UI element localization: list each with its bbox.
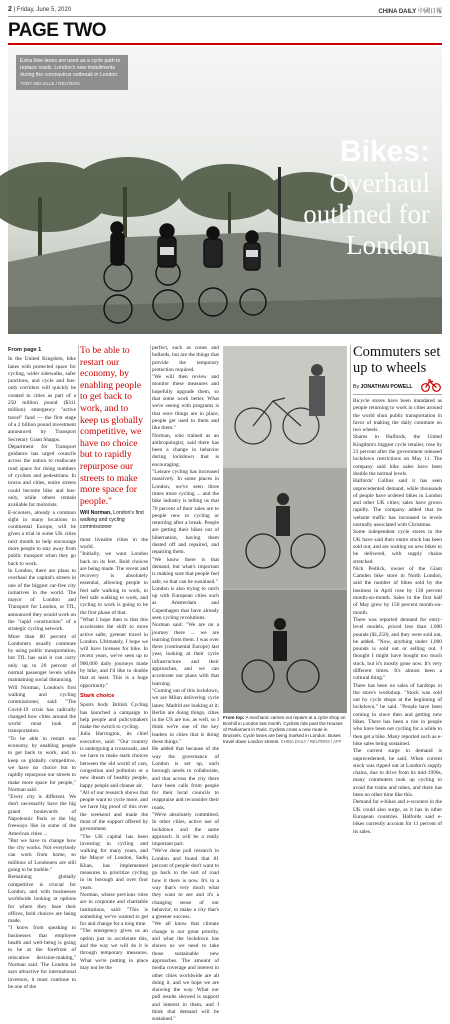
paper-name-chinese: 中國日報 xyxy=(417,9,442,15)
page-number: 2 xyxy=(8,6,12,13)
sidebar-rule xyxy=(353,394,442,395)
subhead: Stark choice xyxy=(80,692,115,699)
bike-shop-photo-stack xyxy=(223,346,347,713)
column-rule xyxy=(350,345,351,737)
paragraph: "Every city is different. We don't necessarily have the big grand boulevards of Napoleonic Paris or the big freeways like in some of the American cities ... xyxy=(8,794,76,837)
paragraph: Department for Transport guidance has urged councils across the nation to reallocate road space for rising numbers of cyclists and pedestrians. In towns and cities, entire streets could become bike and bus-only, while others remain available for motorists. xyxy=(8,443,76,509)
paragraph: Halfords' Collins said it has seen unprecedented demand, while thousands of people have ordered bikes in London and other UK cities; sales have grown rapidly. The company added that its website traffic has increased to levels normally associated with Christmas. xyxy=(353,478,442,529)
byline-by: By xyxy=(353,384,360,390)
paragraph: "We're absolutely committed. In other cities, active use of lockdown and the same approach. It will be a really important part. xyxy=(152,812,219,848)
hero-caption xyxy=(16,55,128,90)
paragraph: Will Norman, London's first walking and cycling commissioner, said: "The Covid-19 crisis has radically changed how cities around the world must look at transportation. xyxy=(8,684,76,735)
pull-quote: To be able to restart our economy, by enabling people to get back to work, and to keep us globally competitive, we have no choice but to rapidly repurpose our streets to make more space for people." xyxy=(80,345,143,507)
headline-kicker: Bikes: xyxy=(339,135,430,168)
paragraph: "But we have to change how the city works. Not everybody can work from home, so millions of Londoners are still going to be mobile." xyxy=(8,837,76,874)
headline-line: Overhaul xyxy=(329,168,430,198)
photo-stack-illustration xyxy=(223,346,347,713)
from-page-label: From page 1 xyxy=(8,347,42,353)
paragraph: Bicycle stores have been inundated as people returning to work in cities around the world shun public transportation in favor of making the daily commute on two wheels. xyxy=(353,398,442,434)
paragraph: Shares in Halfords, the United Kingdom's biggest cycle retailer, rose by 23 percent after the government released lockdown restrictions on May 11. The company said bike sales have been double the normal levels. xyxy=(353,434,442,477)
section-title: PAGE TWO xyxy=(8,20,107,41)
headline-line: London xyxy=(346,230,430,260)
paragraph: "Leisure cycling has increased massively. In some places in London, we've seen three times more cycling ... and the bike industry is telling us that 70 percent of their sales are to people new to cycling or returning after a break. People are getting their bikes out of hibernation, having them dusted off and repaired, and repairing them. xyxy=(152,469,219,556)
paragraph: Norman, whose previous roles are in corporate and charitable institutions, said: "This is something we've wanted to get for and change for a long time. xyxy=(80,891,148,928)
hero-caption-text: Extra bike lanes are used as a cycle path to replace roads. London's new installments during the coronavirus outbreak in London. xyxy=(20,58,121,78)
article-column-3 xyxy=(152,345,219,1023)
paragraph: In London, there are plans to overhaul the capital's streets in one of the biggest car-free city initiatives in the world. The mayor of London and Transport for London, or TfL, announced they would work on the "rapid construction" of a strategic cycling network. xyxy=(8,567,76,633)
pull-quote-attribution xyxy=(80,510,148,530)
photo-stack-caption xyxy=(223,715,347,745)
sidebar-title: Commuters set up to wheels xyxy=(353,344,441,376)
paragraph: There has been no sales of hardtops in the store's workshop. "Stock was sold out by cycle shops at the beginning of lockdown," he said. "People have been coming in since then and getting new bikes. There has been a rise in people who have been not cycling for a while to then get a bike. Many reported such as e-bike sales being sustained. xyxy=(353,682,442,747)
byline-author: JONATHAN POWELL xyxy=(360,384,413,390)
article-column-1 xyxy=(8,347,76,990)
column-rule xyxy=(78,345,79,737)
paragraph: He added that because of the way the governance of London is set up, each borough needs to collaborate, and that across the city there have been calls from people for their local councils to reappraise and reconsider their roads. xyxy=(152,746,219,811)
paragraph: perfect, such as cones and bollards, but are the things that provide the temporary protection required. xyxy=(152,345,219,373)
paragraph: most liveable cities in the world. xyxy=(80,536,148,550)
paragraph: Remaining globally competitive is crucial for London, and with businesses worldwide looking at options for where they base their offices, bold choices are being made. xyxy=(8,874,76,925)
paragraph: There was reported demand for entry-level models, priced less than 1,000 pounds ($1,250), and they were sold out, he added. "Now, anything under 1,000 pounds is sold out or selling out. I thought I might have bought too much stock, but it's mostly gone now. It's very different times. It's almost been a cultural thing." xyxy=(353,616,442,682)
paragraph: "All of our research shows that people want to cycle more, and we have big proof of this over the weekend and made the most of the support offered by government. xyxy=(80,789,148,833)
paragraph: In the United Kingdom, bike lanes with protected space for cycling, wider sidewalks, safer junctions, and cycle and bus-only corridors will quickly be created in cities as part of a 250 million pound ($311 million) emergency "active travel" fund — the first stage of a 2 billion pound investment announced by Transport Secretary Grant Shapps. xyxy=(8,356,76,443)
paper-name: CHINA DAILY xyxy=(378,9,417,15)
hero-headline xyxy=(220,135,430,261)
paragraph: "We all know that climate change is our great priority, and what the lockdown has shown us we need to take those sustainable new approaches. The amount of media coverage and interest in other cities worldwide are all doing it, and we hope we are showing the way. What our poll results showed is support and interest in them, and I think that demand will be sustained." xyxy=(152,921,219,1023)
bicycle-icon xyxy=(421,378,441,392)
folio-left xyxy=(8,6,71,13)
paragraph: Norman, who trained as an anthropologist, said there has been a change in behavior during lockdown that is encouraging. xyxy=(152,432,219,468)
pull-quote-role: London's first walking and cycling commissioner xyxy=(80,510,144,530)
section-rule xyxy=(8,43,442,45)
paragraph: "Initially, we want London back on its feet. Bold choices are being made. The recent and recovery is absolutely essential, allowing people to feel safe walking to work, to feel safe walking to work, and cycling to work is going to be the first phase of that. xyxy=(80,551,148,616)
paragraph: More than 80 percent of Londoners usually commute by using public transportation, but TfL has said it can carry only up to 20 percent of normal passenger levels while maintaining social distancing. xyxy=(8,633,76,684)
paragraph: "We've done poll research in London and found that 81 percent of people don't want to go back to the sort of road how it there is now. It's in a way that's very much what they want to see and it's a changing sense of our behavior, to make a city that's a greener success. xyxy=(152,848,219,921)
paragraph: Nick Pedlick, owner of the Giant Camden bike store in North London, said the number of bikes sold by the business in April rose by 130 percent month-on-month. Sales in the first half of May grew by 150 percent month-on-month. xyxy=(353,565,442,616)
folio-right xyxy=(378,6,442,15)
paragraph: The current surge in demand is unprecedented, he said. When current stock was ripped out at London's supply chains, due to drive from its mid-1990s, many commuters took up cycling to avoid the trains and tubes, and there has been no other time like this. xyxy=(353,748,442,799)
paragraph: "To be able to restart our economy, by enabling people to get back to work, and to keep us globally competitive, we have no choice but to rapidly repurpose our streets to make more space for people," Norman said. xyxy=(8,735,76,793)
paragraph: "What I hope then is that this accelerates the shift to more active safer, greener travel in London. Ultimately, I hope we will have licenses for bike. In recent years, we've seen up to 900,000 daily journeys made by bike, and I'd like to double that at least. This is a huge opportunity." xyxy=(80,616,148,689)
hero-photo xyxy=(8,47,442,334)
paragraph: London is also trying to catch up with European cities such as Amsterdam and Copenhagen that have already seen cycling revolutions. xyxy=(152,585,219,621)
paragraph: "We will then review and monitor these measures and hopefully upgrade them, so that some work better. What we're seeing with programs is that once things are in place, people get used to them and like them." xyxy=(152,374,219,432)
caption-credit: CHINA DAILY / REUTERS / AFP xyxy=(280,738,342,744)
caption-lead: From top: xyxy=(223,715,245,720)
paragraph: "The UK capital has been investing in cycling and walking for many years, and the Mayor of London, Sadiq Khan, has implemented measures to prioritize cycling in its borough and over four years. xyxy=(80,833,148,891)
headline-line: outlined for xyxy=(303,199,430,229)
sidebar-body xyxy=(353,398,442,835)
paragraph: Julia Harrington, its chief executive, said: "Our country is undergoing a crossroads, and we have to make stark choices between the old world of cars, congestion and pollution or a new dream of healthy people, happy people and cleaner air. xyxy=(80,731,148,789)
date-line: | Friday, June 5, 2020 xyxy=(13,7,72,13)
paragraph: "I know from speaking to businesses that employee health and well-being is going to be at the forefront of relocation decision-making," Norman said. The London he says attractive for international investors, it must continue to be one of the xyxy=(8,925,76,990)
paragraph: Sports body British Cycling has launched a campaign to help people and policymakers make the switch to cycling. xyxy=(80,702,148,731)
article-column-2 xyxy=(80,345,148,971)
paragraph: Demand for e-bikes and e-scooters in the UK could also surge, as it has in other European countries. Halfords said e-bikes currently account for 11 percent of its sales. xyxy=(353,799,442,835)
hero-credit: TOBY MELVILLE / REUTERS xyxy=(20,81,80,86)
paragraph: "Coming out of this lockdown, we are Milan delivering cycle lanes; Madrid are looking at it; Berlin are doing things, cities in the US are too, as well, so I think we're one of the key leaders in cities that is doing these things." xyxy=(152,687,219,746)
top-rule xyxy=(8,16,442,17)
paragraph: E-scooters, already a common sight in many locations in continental Europe, will be given a trial in some UK cities next month to help encourage more people to stay away from public transport when they go back to work. xyxy=(8,509,76,567)
paragraph: Some independent cycle stores in the UK have said their entire stock has been sold out, and are waiting on new bikes to be delivered, with supply chains stretched. xyxy=(353,529,442,565)
paragraph: "The emergency gives us an option just to accelerate this, and the way we will do it is through temporary measures. What we're putting in place may not be the xyxy=(80,928,148,971)
column-rule xyxy=(150,345,151,737)
pull-quote-name: Will Norman, xyxy=(80,510,112,517)
caption-text: A mechanic carries out repairs at a cycle shop on Bonhill in London last month. Cyclists ride past the Houses of Parliament in Paris. Cyclists cross a new route in Brussels. Cycle lanes are being marked in London. Buses travel down London streets. xyxy=(223,715,346,744)
paragraph: Norman said: "We are on a journey there ... we are learning from them. I was over there (continental Europe) last year, looking at their cycle infrastructure and their approaches, and we can accelerate our plans with that learning. xyxy=(152,622,219,687)
paragraph: "We know there is that demand, but what's important is making sure that people feel safe, so that can be sustained." xyxy=(152,556,219,585)
folio xyxy=(8,6,442,16)
